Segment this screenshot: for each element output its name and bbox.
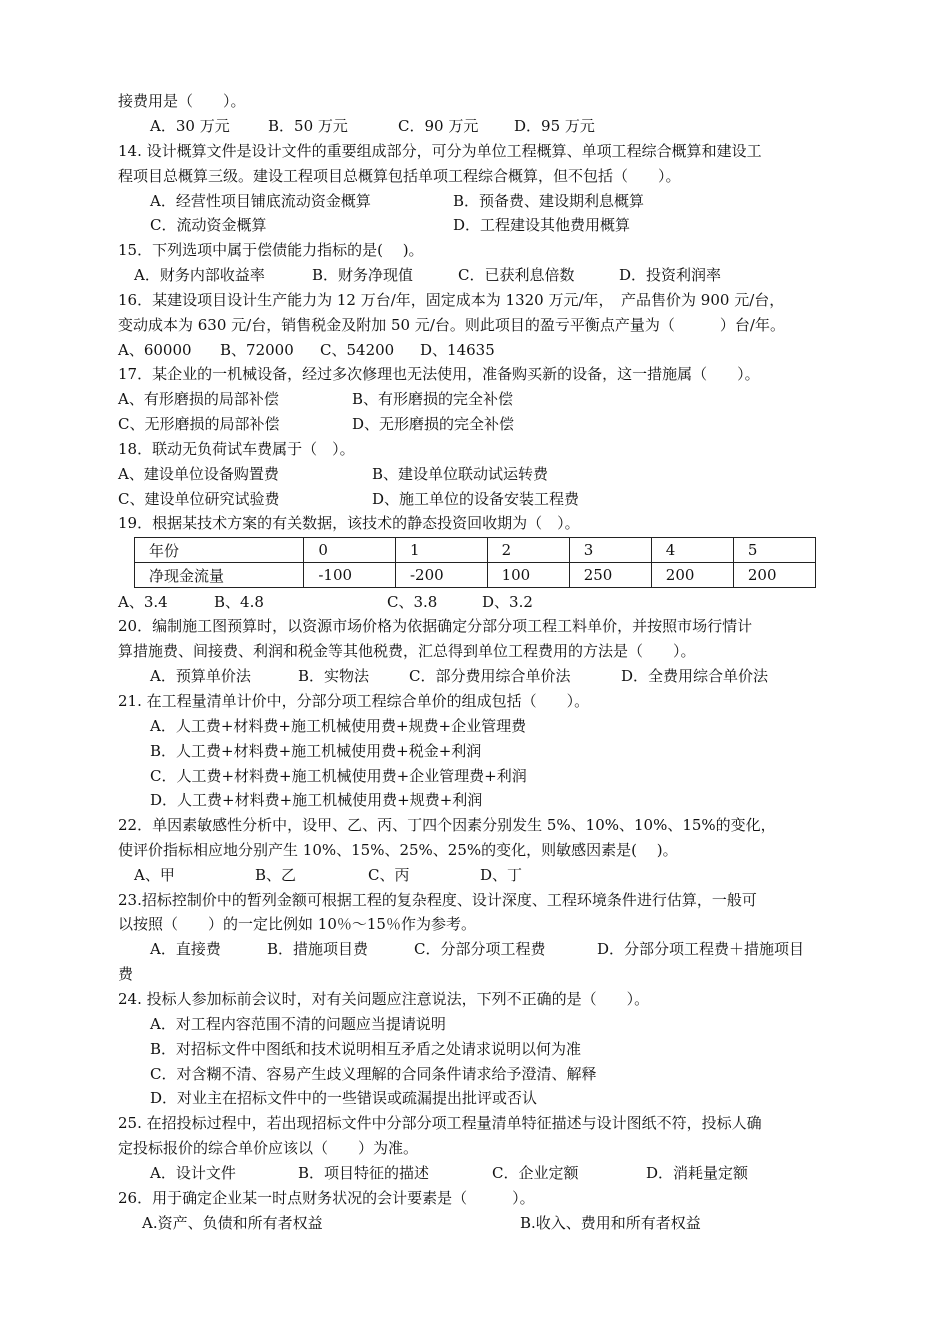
q22-option-d: D、丁 [480, 866, 523, 884]
table-cell: 1 [395, 538, 487, 563]
table-cell: 3 [569, 538, 651, 563]
table-cell: 4 [651, 538, 733, 563]
q18-option-c: C、建设单位研究试验费 [118, 490, 280, 508]
q17-option-a: A、有形磨损的局部补偿 [118, 390, 279, 408]
table-cell: -100 [304, 563, 396, 588]
q20-stem-line2: 算措施费、间接费、利润和税金等其他税费，汇总得到单位工程费用的方法是（ ）。 [118, 642, 696, 660]
table-cell: 200 [651, 563, 733, 588]
q20-option-a: A．预算单价法 [150, 667, 251, 685]
q14-stem-line2: 程项目总概算三级。建设工程项目总概算包括单项工程综合概算，但不包括（ ）。 [118, 167, 681, 185]
q21-option-c: C．人工费+材料费+施工机械使用费+企业管理费+利润 [150, 767, 527, 785]
q25-option-d: D．消耗量定额 [646, 1164, 749, 1182]
table-cell: 净现金流量 [135, 563, 304, 588]
q23-stem-line1: 23.招标控制价中的暂列金额可根据工程的复杂程度、设计深度、工程环境条件进行估算，一般可 [118, 891, 757, 909]
table-cell: 100 [487, 563, 569, 588]
q22-stem-line1: 22．单因素敏感性分析中，设甲、乙、丙、丁四个因素分别发生 5%、10%、10%、15%的变化， [118, 816, 776, 834]
q14-option-a: A．经营性项目铺底流动资金概算 [150, 192, 371, 210]
q25-option-b: B．项目特征的描述 [298, 1164, 430, 1182]
q19-option-d: D、3.2 [482, 593, 533, 611]
q24-option-a: A．对工程内容范围不清的问题应当提请说明 [150, 1015, 446, 1033]
q23-option-a: A．直接费 [150, 940, 221, 958]
q20-option-b: B．实物法 [298, 667, 370, 685]
q20-option-c: C．部分费用综合单价法 [409, 667, 571, 685]
q13-option-d: D．95 万元 [514, 117, 595, 135]
cashflow-table [134, 537, 816, 588]
q16-stem-line2: 变动成本为 630 元/台，销售税金及附加 50 元/台。则此项目的盈亏平衡点产量为（ ）台/年。 [118, 316, 785, 334]
q24-option-b: B．对招标文件中图纸和技术说明相互矛盾之处请求说明以何为准 [150, 1040, 582, 1058]
q21-option-b: B．人工费+材料费+施工机械使用费+税金+利润 [150, 742, 482, 760]
q19-option-c: C、3.8 [387, 593, 438, 611]
q18-stem: 18．联动无负荷试车费属于（ ）。 [118, 440, 355, 458]
q16-option-b: B、72000 [220, 341, 294, 359]
q24-option-d: D．对业主在招标文件中的一些错误或疏漏提出批评或否认 [150, 1089, 538, 1107]
q20-stem-line1: 20．编制施工图预算时，以资源市场价格为依据确定分部分项工程工料单价，并按照市场行情计 [118, 617, 753, 635]
q22-option-b: B、乙 [255, 866, 297, 884]
q24-stem: 24. 投标人参加标前会议时，对有关问题应注意说法，下列不正确的是（ ）。 [118, 990, 650, 1008]
q21-option-d: D．人工费+材料费+施工机械使用费+规费+利润 [150, 791, 483, 809]
table-cell: 年份 [135, 538, 304, 563]
q20-option-d: D．全费用综合单价法 [621, 667, 769, 685]
q23-option-d: D．分部分项工程费＋措施项目 [597, 940, 805, 958]
q18-option-b: B、建设单位联动试运转费 [372, 465, 549, 483]
q23-option-b: B．措施项目费 [267, 940, 369, 958]
q17-option-c: C、无形磨损的局部补偿 [118, 415, 280, 433]
q23-option-c: C．分部分项工程费 [414, 940, 546, 958]
q14-option-c: C．流动资金概算 [150, 216, 267, 234]
q19-stem: 19．根据某技术方案的有关数据，该技术的静态投资回收期为（ ）。 [118, 514, 580, 532]
q13-stem-tail: 接费用是（ ）。 [118, 92, 246, 110]
table-row [135, 538, 816, 563]
table-cell: 2 [487, 538, 569, 563]
q16-option-c: C、54200 [320, 341, 395, 359]
q14-option-d: D．工程建设其他费用概算 [453, 216, 631, 234]
q25-option-c: C．企业定额 [492, 1164, 579, 1182]
q21-option-a: A．人工费+材料费+施工机械使用费+规费+企业管理费 [150, 717, 527, 735]
q15-stem: 15．下列选项中属于偿债能力指标的是( )。 [118, 241, 424, 259]
q19-option-a: A、3.4 [118, 593, 168, 611]
q19-option-b: B、4.8 [214, 593, 264, 611]
q21-stem: 21. 在工程量清单计价中，分部分项工程综合单价的组成包括（ ）。 [118, 692, 590, 710]
q13-option-b: B．50 万元 [268, 117, 348, 135]
q24-option-c: C．对含糊不清、容易产生歧义理解的合同条件请求给予澄清、解释 [150, 1065, 597, 1083]
q25-option-a: A．设计文件 [150, 1164, 236, 1182]
q26-option-b: B.收入、费用和所有者权益 [520, 1214, 701, 1232]
q15-option-d: D．投资利润率 [619, 266, 722, 284]
q17-stem: 17．某企业的一机械设备，经过多次修理也无法使用，准备购买新的设备，这一措施属（ ）。 [118, 365, 760, 383]
table-cell: -200 [395, 563, 487, 588]
q18-option-a: A、建设单位设备购置费 [118, 465, 279, 483]
q23-stem-line2: 以按照（ ）的一定比例如 10％～15％作为参考。 [118, 915, 476, 933]
q23-option-d-wrap: 费 [118, 965, 134, 983]
q13-option-c: C．90 万元 [398, 117, 479, 135]
q13-option-a: A．30 万元 [150, 117, 230, 135]
q18-option-d: D、施工单位的设备安装工程费 [372, 490, 580, 508]
q25-stem-line1: 25. 在招投标过程中，若出现招标文件中分部分项工程量清单特征描述与设计图纸不符，投标人确 [118, 1114, 762, 1132]
table-cell: 250 [569, 563, 651, 588]
q22-option-c: C、丙 [368, 866, 410, 884]
q17-option-d: D、无形磨损的完全补偿 [352, 415, 515, 433]
q22-stem-line2: 使评价指标相应地分别产生 10%、15%、25%、25%的变化，则敏感因素是( )。 [118, 841, 678, 859]
q14-option-b: B．预备费、建设期利息概算 [453, 192, 645, 210]
q15-option-a: A．财务内部收益率 [134, 266, 265, 284]
q26-stem: 26．用于确定企业某一时点财务状况的会计要素是（ ）。 [118, 1189, 535, 1207]
table-row [135, 563, 816, 588]
q15-option-c: C．已获利息倍数 [458, 266, 575, 284]
q16-stem-line1: 16．某建设项目设计生产能力为 12 万台/年，固定成本为 1320 万元/年， 产品售价为 900 元/台， [118, 291, 785, 309]
q15-option-b: B．财务净现值 [312, 266, 414, 284]
q26-option-a: A.资产、负债和所有者权益 [142, 1214, 323, 1232]
q16-option-a: A、60000 [118, 341, 192, 359]
q14-stem-line1: 14. 设计概算文件是设计文件的重要组成部分，可分为单位工程概算、单项工程综合概算和建设工 [118, 142, 762, 160]
table-cell: 200 [733, 563, 815, 588]
table-cell: 0 [304, 538, 396, 563]
table-cell: 5 [733, 538, 815, 563]
q25-stem-line2: 定投标报价的综合单价应该以（ ）为准。 [118, 1139, 419, 1157]
q16-option-d: D、14635 [420, 341, 495, 359]
q17-option-b: B、有形磨损的完全补偿 [352, 390, 514, 408]
q22-option-a: A、甲 [134, 866, 175, 884]
